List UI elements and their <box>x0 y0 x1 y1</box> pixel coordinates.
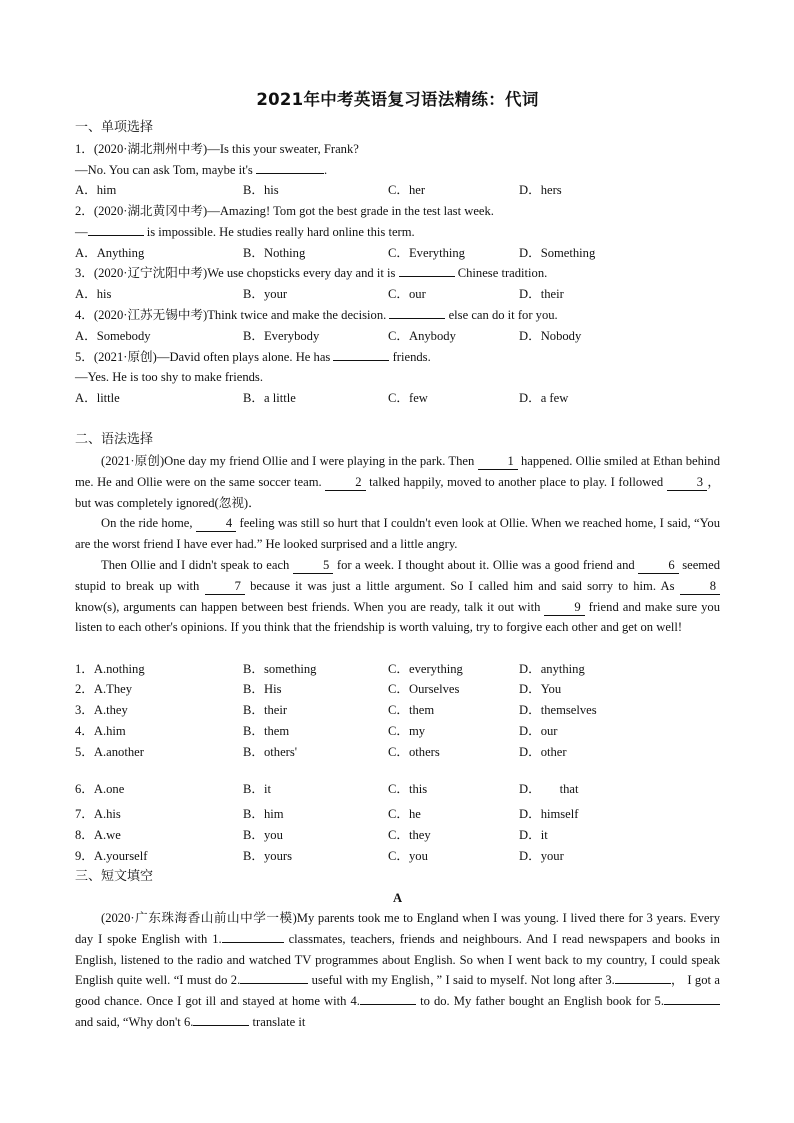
option-c: C．Everything <box>388 246 465 260</box>
option-b: B．his <box>243 183 279 197</box>
question-3-stem: 3．(2020·辽宁沈阳中考)We use chopsticks every day and it is Chinese tradition. <box>75 266 548 280</box>
option-a: A．Somebody <box>75 329 151 343</box>
option-d: D．himself <box>519 807 579 821</box>
option-d: D．Nobody <box>519 329 582 343</box>
option-c: C．her <box>388 183 426 197</box>
section-heading-3: 三、短文填空 <box>75 869 154 884</box>
option-b: B．you <box>243 828 283 842</box>
grammar-options-row-3 <box>75 700 720 720</box>
option-d: D．their <box>519 287 564 301</box>
grammar-options-row-9 <box>75 846 720 866</box>
option-c: C．everything <box>388 662 463 676</box>
page-title: 2021年中考英语复习语法精练：代词 <box>256 90 539 109</box>
option-a: 8．A.we <box>75 828 121 842</box>
answer-blank <box>240 971 308 984</box>
question-2-stem: 2．(2020·湖北黄冈中考)—Amazing! Tom got the best grade in the test last week. <box>75 204 494 218</box>
numbered-blank: 3 <box>667 475 707 491</box>
question-1-stem: 1．(2020·湖北荆州中考)—Is this your sweater, Frank? <box>75 142 359 156</box>
option-d: D．themselves <box>519 703 597 717</box>
option-b: B．him <box>243 807 284 821</box>
option-b: B．your <box>243 287 288 301</box>
question-3-options <box>75 284 720 304</box>
answer-blank <box>88 223 144 236</box>
option-b: B．it <box>243 782 271 796</box>
option-b: B．Everybody <box>243 329 320 343</box>
question-2-options <box>75 243 720 263</box>
option-d: D．our <box>519 724 558 738</box>
option-b: B．their <box>243 703 288 717</box>
question-5-options <box>75 388 720 408</box>
answer-blank <box>399 264 455 277</box>
option-c: C．he <box>388 807 421 821</box>
option-d: D．You <box>519 682 562 696</box>
grammar-options-row-5 <box>75 742 720 762</box>
question-1-line2: —No. You can ask Tom, maybe it's . <box>75 163 328 177</box>
section-heading-2: 二、语法选择 <box>75 432 154 447</box>
numbered-blank: 5 <box>293 558 333 574</box>
option-c: C．our <box>388 287 426 301</box>
grammar-options-row-1 <box>75 659 720 679</box>
answer-blank <box>333 348 389 361</box>
numbered-blank: 7 <box>205 579 245 595</box>
option-d: D．other <box>519 745 567 759</box>
option-b: B．His <box>243 682 282 696</box>
option-a: A．little <box>75 391 120 405</box>
option-a: 1．A.nothing <box>75 662 145 676</box>
option-c: C．you <box>388 849 428 863</box>
passage-paragraph-1: (2021·原创)One day my friend Ollie and I were playing in the park. Then 1 happened. Ollie smiled at Ethan behind me. He and Ollie were on the same soccer team. 2 talked happily, moved to another place to play. I followed 3 ， but was completely ignored(忽视)． <box>75 454 721 510</box>
option-c: C．others <box>388 745 440 759</box>
option-b: B．something <box>243 662 317 676</box>
grammar-options-row-6 <box>75 779 720 799</box>
option-a: A．his <box>75 287 112 301</box>
grammar-options-row-7 <box>75 804 720 824</box>
option-a: 9．A.yourself <box>75 849 148 863</box>
question-1-options <box>75 180 720 200</box>
answer-blank <box>664 992 720 1005</box>
option-a: A．Anything <box>75 246 145 260</box>
answer-blank <box>222 930 284 943</box>
option-b: B．others' <box>243 745 298 759</box>
numbered-blank: 1 <box>478 454 518 470</box>
option-d: D．your <box>519 849 564 863</box>
option-b: B．Nothing <box>243 246 306 260</box>
section-heading-1: 一、单项选择 <box>75 120 154 135</box>
numbered-blank: 4 <box>196 516 236 532</box>
option-d: D．a few <box>519 391 569 405</box>
option-c: C．them <box>388 703 435 717</box>
option-c: C．my <box>388 724 426 738</box>
passage-paragraph-3: Then Ollie and I didn't speak to each 5 for a week. I thought about it. Ollie was a good friend and 6 seemed stupid to break up with 7 because it was just a little argument. So I called him and said sorry to him. As 8 know(s), arguments can happen between best friends. When you are ready, talk it out with 9 friend and make sure you listen to each other's opinions. If you think that the friendship is worth valuing, try to forgive each other and get on well! <box>75 558 721 635</box>
option-a: 7．A.his <box>75 807 121 821</box>
option-a: 6．A.one <box>75 782 125 796</box>
option-c: C．Anybody <box>388 329 456 343</box>
option-d: D．hers <box>519 183 562 197</box>
option-a: 5．A.another <box>75 745 144 759</box>
grammar-options-row-2 <box>75 679 720 699</box>
numbered-blank: 2 <box>325 475 365 491</box>
option-d: D．anything <box>519 662 585 676</box>
option-b: B．them <box>243 724 290 738</box>
question-4-stem: 4．(2020·江苏无锡中考)Think twice and make the decision. else can do it for you. <box>75 308 558 322</box>
passage-paragraph-2: On the ride home, 4 feeling was still so hurt that I couldn't even look at Ollie. When we reached home, I said, “You are the worst friend I have ever had.” He looked surprised and a little angry. <box>75 516 721 551</box>
option-c: C．few <box>388 391 428 405</box>
option-d: D． that <box>519 782 579 796</box>
option-c: C．they <box>388 828 431 842</box>
question-4-options <box>75 326 720 346</box>
grammar-options-row-8 <box>75 825 720 845</box>
passage-label: A <box>392 891 403 905</box>
option-d: D．it <box>519 828 548 842</box>
option-b: B．yours <box>243 849 292 863</box>
option-a: 3．A.they <box>75 703 128 717</box>
answer-blank <box>615 971 671 984</box>
question-5-line2: —Yes. He is too shy to make friends. <box>75 370 263 384</box>
option-c: C．this <box>388 782 428 796</box>
numbered-blank: 6 <box>638 558 678 574</box>
answer-blank <box>256 161 324 174</box>
option-d: D．Something <box>519 246 596 260</box>
numbered-blank: 9 <box>544 600 584 616</box>
option-c: C．Ourselves <box>388 682 460 696</box>
grammar-options-row-4 <box>75 721 720 741</box>
answer-blank <box>389 306 445 319</box>
passage-a-text: (2020·广东珠海香山前山中学一模)My parents took me to England when I was young. I lived there for 3 years. Every day I spoke English with 1. classmates, teachers, friends and neighbours. And I read newspapers and books in English, listened to the radio and watched TV programmes about English. So when I went back to my country, I could speak English quite well. “I must do 2. useful with my English，” I said to myself. Not long after 3. ， I got a good chance. Once I got ill and stayed at home with 4. to do. My father bought an English book for 5. and said, “Why don't 6. translate it <box>75 911 721 1029</box>
option-b: B．a little <box>243 391 296 405</box>
question-5-stem: 5．(2021·原创)—David often plays alone. He has friends. <box>75 350 431 364</box>
option-a: 2．A.They <box>75 682 133 696</box>
option-a: A．him <box>75 183 117 197</box>
question-2-line2: — is impossible. He studies really hard online this term. <box>75 225 415 239</box>
answer-blank <box>360 992 416 1005</box>
numbered-blank: 8 <box>680 579 720 595</box>
option-a: 4．A.him <box>75 724 126 738</box>
answer-blank <box>193 1013 249 1026</box>
